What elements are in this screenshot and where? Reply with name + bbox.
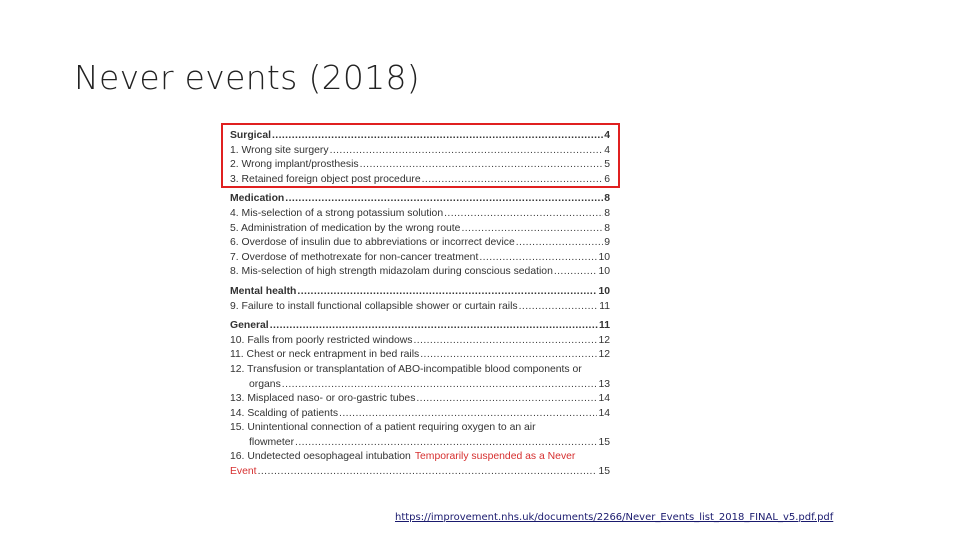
toc-label: 8. Mis-selection of high strength midazolam during conscious sedation xyxy=(230,266,553,278)
toc-item-7 xyxy=(230,251,610,266)
toc-item-6 xyxy=(230,236,610,251)
toc-page: 15 xyxy=(598,436,610,448)
dot-leader xyxy=(519,300,599,315)
slide-title: Never events (2018) xyxy=(74,58,420,97)
toc-item-15-line-1 xyxy=(230,421,610,436)
toc-section-medication xyxy=(230,192,610,207)
toc-page: 14 xyxy=(598,393,610,405)
toc-section-general xyxy=(230,319,610,334)
dot-leader xyxy=(339,407,597,422)
dot-leader xyxy=(479,251,597,266)
toc-page: 12 xyxy=(598,349,610,361)
toc-page: 8 xyxy=(604,193,610,205)
dot-leader xyxy=(270,319,598,334)
toc-page: 4 xyxy=(604,130,610,141)
toc-label: 2. Wrong implant/prosthesis xyxy=(230,159,359,171)
toc-section-mental-health xyxy=(230,285,610,300)
toc-page: 10 xyxy=(598,251,610,263)
source-link[interactable]: https://improvement.nhs.uk/documents/2266/Never_Events_list_2018_FINAL_v5.pdf.pdf xyxy=(395,512,834,523)
toc-label: 13. Misplaced naso- or oro-gastric tubes xyxy=(230,393,416,405)
dot-leader xyxy=(420,348,597,363)
toc-label: 7. Overdose of methotrexate for non-cancer treatment xyxy=(230,251,479,263)
toc-label: Medication xyxy=(230,193,285,205)
toc-item-5 xyxy=(230,222,610,237)
toc-page: 11 xyxy=(599,320,610,332)
toc-page: 9 xyxy=(604,237,610,249)
toc-page: 10 xyxy=(598,285,610,297)
toc-page: 15 xyxy=(598,466,610,478)
toc-item-13 xyxy=(230,392,610,407)
toc-label: Event xyxy=(230,466,257,478)
dot-leader xyxy=(416,392,597,407)
toc-page: 11 xyxy=(599,300,610,312)
toc-item-8 xyxy=(230,265,610,280)
toc-label: 9. Failure to install functional collapsible shower or curtain rails xyxy=(230,300,518,312)
dot-leader xyxy=(413,334,597,349)
dot-leader xyxy=(297,285,597,300)
toc-item-15-line-2 xyxy=(230,436,610,451)
toc-item-11 xyxy=(230,348,610,363)
toc-label: 14. Scalding of patients xyxy=(230,407,339,419)
toc-page: 8 xyxy=(604,222,610,234)
dot-leader xyxy=(554,265,598,280)
toc-label: flowmeter xyxy=(249,436,295,448)
dot-leader xyxy=(444,207,603,222)
toc-item-4 xyxy=(230,207,610,222)
toc-page: 4 xyxy=(604,144,610,156)
toc-label: 10. Falls from poorly restricted windows xyxy=(230,334,413,346)
toc-label: 5. Administration of medication by the wrong route xyxy=(230,222,461,234)
toc-page: 6 xyxy=(604,173,610,185)
dot-leader xyxy=(461,222,603,237)
surgical-highlight-box xyxy=(221,123,620,188)
toc-label: Surgical xyxy=(230,130,271,141)
toc-item-14 xyxy=(230,407,610,422)
toc-item-16-line-1 xyxy=(230,450,610,465)
toc-page: 8 xyxy=(604,207,610,219)
toc-item-10 xyxy=(230,334,610,349)
toc-page: 5 xyxy=(604,159,610,171)
toc-label: 16. Undetected oesophageal intubation xyxy=(230,451,411,463)
dot-leader xyxy=(282,378,598,393)
toc-item-9 xyxy=(230,300,610,315)
toc-page: 10 xyxy=(598,266,610,278)
dot-leader xyxy=(295,436,597,451)
toc-item-12-line-1 xyxy=(230,363,610,378)
dot-leader xyxy=(516,236,603,251)
toc-label: Mental health xyxy=(230,285,297,297)
toc-label: General xyxy=(230,320,269,332)
toc-label: organs xyxy=(249,378,281,390)
toc-page: 13 xyxy=(598,378,610,390)
toc-page: 14 xyxy=(598,407,610,419)
toc-label: 11. Chest or neck entrapment in bed rails xyxy=(230,349,420,361)
toc-label: 6. Overdose of insulin due to abbreviations or incorrect device xyxy=(230,237,515,249)
toc-page: 12 xyxy=(598,334,610,346)
toc-label: 12. Transfusion or transplantation of ABO-incompatible blood components or xyxy=(230,363,582,375)
toc-label: 4. Mis-selection of a strong potassium solution xyxy=(230,207,444,219)
toc-item-12-line-2 xyxy=(230,378,610,393)
dot-leader xyxy=(258,465,598,480)
dot-leader xyxy=(285,192,603,207)
suspended-note: Temporarily suspended as a Never xyxy=(414,451,576,463)
toc-label: 3. Retained foreign object post procedure xyxy=(230,173,421,185)
toc-label: 15. Unintentional connection of a patient requiring oxygen to an air xyxy=(230,422,536,434)
toc-item-16-line-2 xyxy=(230,465,610,480)
toc-label: 1. Wrong site surgery xyxy=(230,144,329,156)
